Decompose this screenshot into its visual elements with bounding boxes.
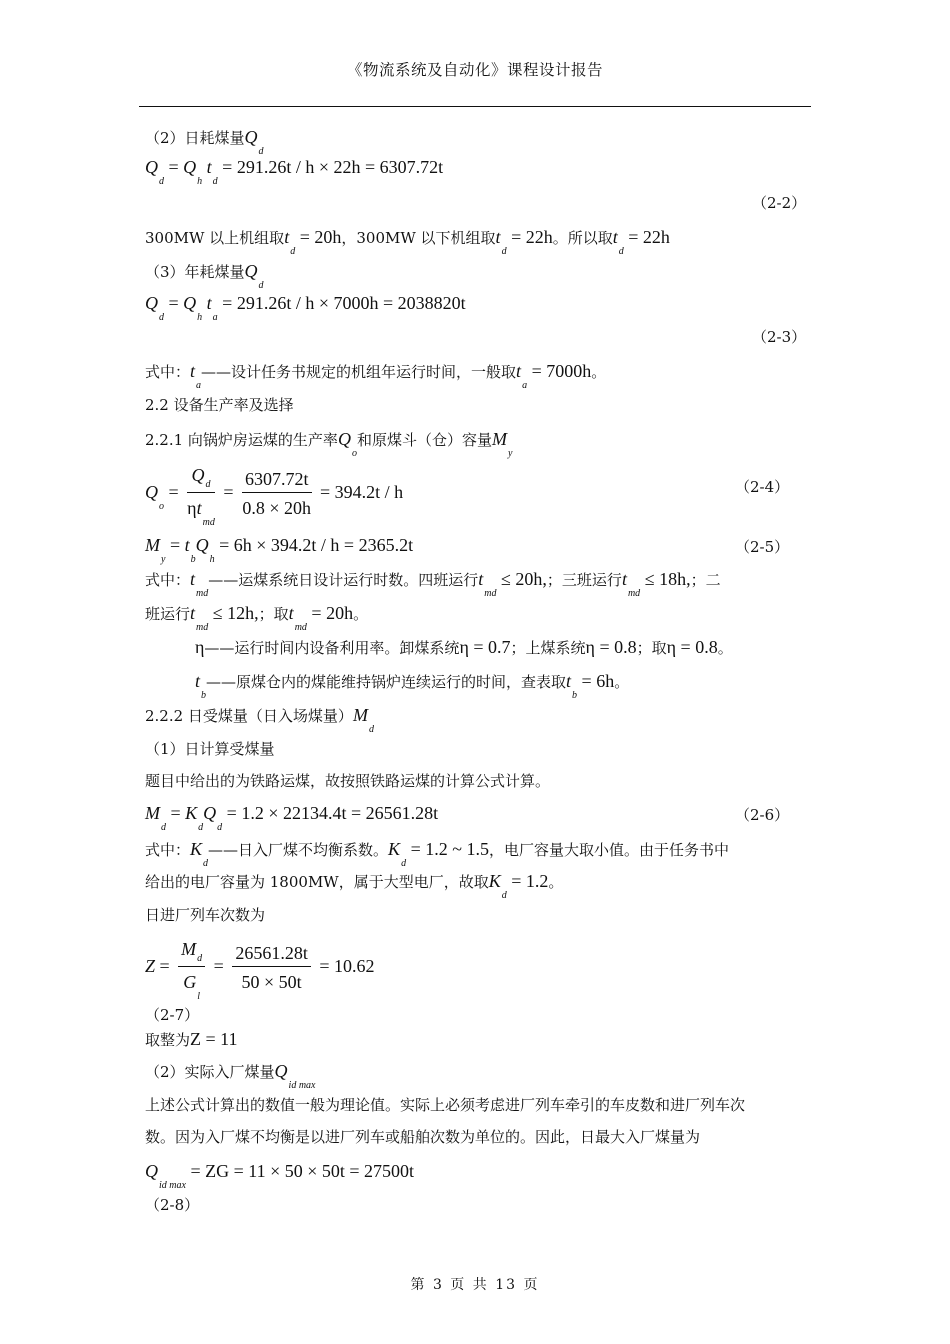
- equation-number: （2-5）: [735, 538, 790, 556]
- text-line: 题目中给出的为铁路运煤，故按照铁路运煤的计算公式计算。: [145, 772, 551, 790]
- page-footer: 第 3 页 共 13 页: [410, 1277, 540, 1293]
- text-line: 式中：$t_a——$设计任务书规定的机组年运行时间，一般取$t_a = 7000h$。: [145, 361, 607, 391]
- equation-2-7: Z = $\frac{M_d}{G_l}$ = $\frac{26561.28t}{50 \times 50t}$ = 10.62: [145, 939, 375, 1002]
- text-line: 班运行$t_{md} \le 12h$,；取$t_{md} = 20h$。: [145, 603, 369, 633]
- text-line: 日进厂列车次数为: [145, 906, 266, 924]
- text-line: （2）实际入厂煤量$Q_{id max}$: [145, 1061, 316, 1091]
- equation-2-8: $Q_{id max}$ = ZG = 11 × 50 × 50t = 27500t: [145, 1161, 415, 1191]
- equation-2-6: $M_d = K_dQ_d = 1.2 \times 22134.4t = 26561.28t$: [145, 803, 439, 833]
- text-line: $t_b——$原煤仓内的煤能维持锅炉连续运行的时间，查表取$t_b = 6h$。: [195, 671, 630, 701]
- text-line: （2）日耗煤量$Q_d$: [145, 127, 264, 157]
- equation-number: （2-4）: [735, 478, 790, 496]
- equation-number: （2-7）: [145, 1006, 200, 1024]
- equation-2-4: $Q_o$ = $\frac{Q_d}{\eta t_{md}}$ = $\frac{6307.72t}{0.8 \times 20h}$ = 394.2t / h: [145, 465, 404, 528]
- text-line: 上述公式计算出的数值一般为理论值。实际上必须考虑进厂列车牵引的车皮数和进厂列车次: [145, 1096, 746, 1114]
- text-line: η——运行时间内设备利用率。卸煤系统η = 0.7；上煤系统η = 0.8；取η = 0.8。: [195, 637, 733, 657]
- subsection-heading: 2.2.1 向锅炉房运煤的生产率$Q_o$和原煤斗（仓）容量$M_y$: [145, 429, 513, 459]
- section-heading: 2.2 设备生产率及选择: [145, 396, 294, 414]
- equation-number: （2-3）: [752, 328, 807, 346]
- text-line: 300MW 以上机组取$t_d = 20h$，300MW 以下机组取$t_d = 22h$。所以取$t_d = 22h$: [145, 227, 670, 257]
- equation-2-5: $M_y = t_bQ_h = 6h \times 394.2t / h = 2365.2t$: [145, 535, 414, 565]
- text-line: 式中：$t_{md}——$运煤系统日设计运行时数。四班运行$t_{md} \le 20h$,；三班运行$t_{md} \le 18h$,；二: [145, 569, 721, 599]
- text-line: （3）年耗煤量$Q_d$: [145, 261, 264, 291]
- text-line: 数。因为入厂煤不均衡是以进厂列车或船舶次数为单位的。因此，日最大入厂煤量为: [145, 1128, 701, 1146]
- text-line: 给出的电厂容量为 1800MW，属于大型电厂，故取$K_d = 1.2$。: [145, 871, 564, 901]
- equation-number: （2-6）: [735, 806, 790, 824]
- page-header: 《物流系统及自动化》课程设计报告: [346, 61, 603, 79]
- header-rule: [139, 106, 811, 107]
- text-line: 取整为Z = 11: [145, 1029, 238, 1049]
- subsection-heading: 2.2.2 日受煤量（日入场煤量）$M_d$: [145, 705, 374, 735]
- equation-number: （2-8）: [145, 1196, 200, 1214]
- equation-2-2: $Q_d = Q_h$ $t_d = 291.26t / h \times 22h = 6307.72t$: [145, 157, 444, 187]
- equation-number: （2-2）: [752, 194, 807, 212]
- equation-2-3: $Q_d = Q_h$ $t_a = 291.26t / h \times 7000h = 2038820t$: [145, 293, 466, 323]
- text-line: 式中：$K_d——$日入厂煤不均衡系数。$K_d = 1.2$ ~ 1.5，电厂容量大取小值。由于任务书中: [145, 839, 729, 869]
- text-line: （1）日计算受煤量: [145, 740, 275, 758]
